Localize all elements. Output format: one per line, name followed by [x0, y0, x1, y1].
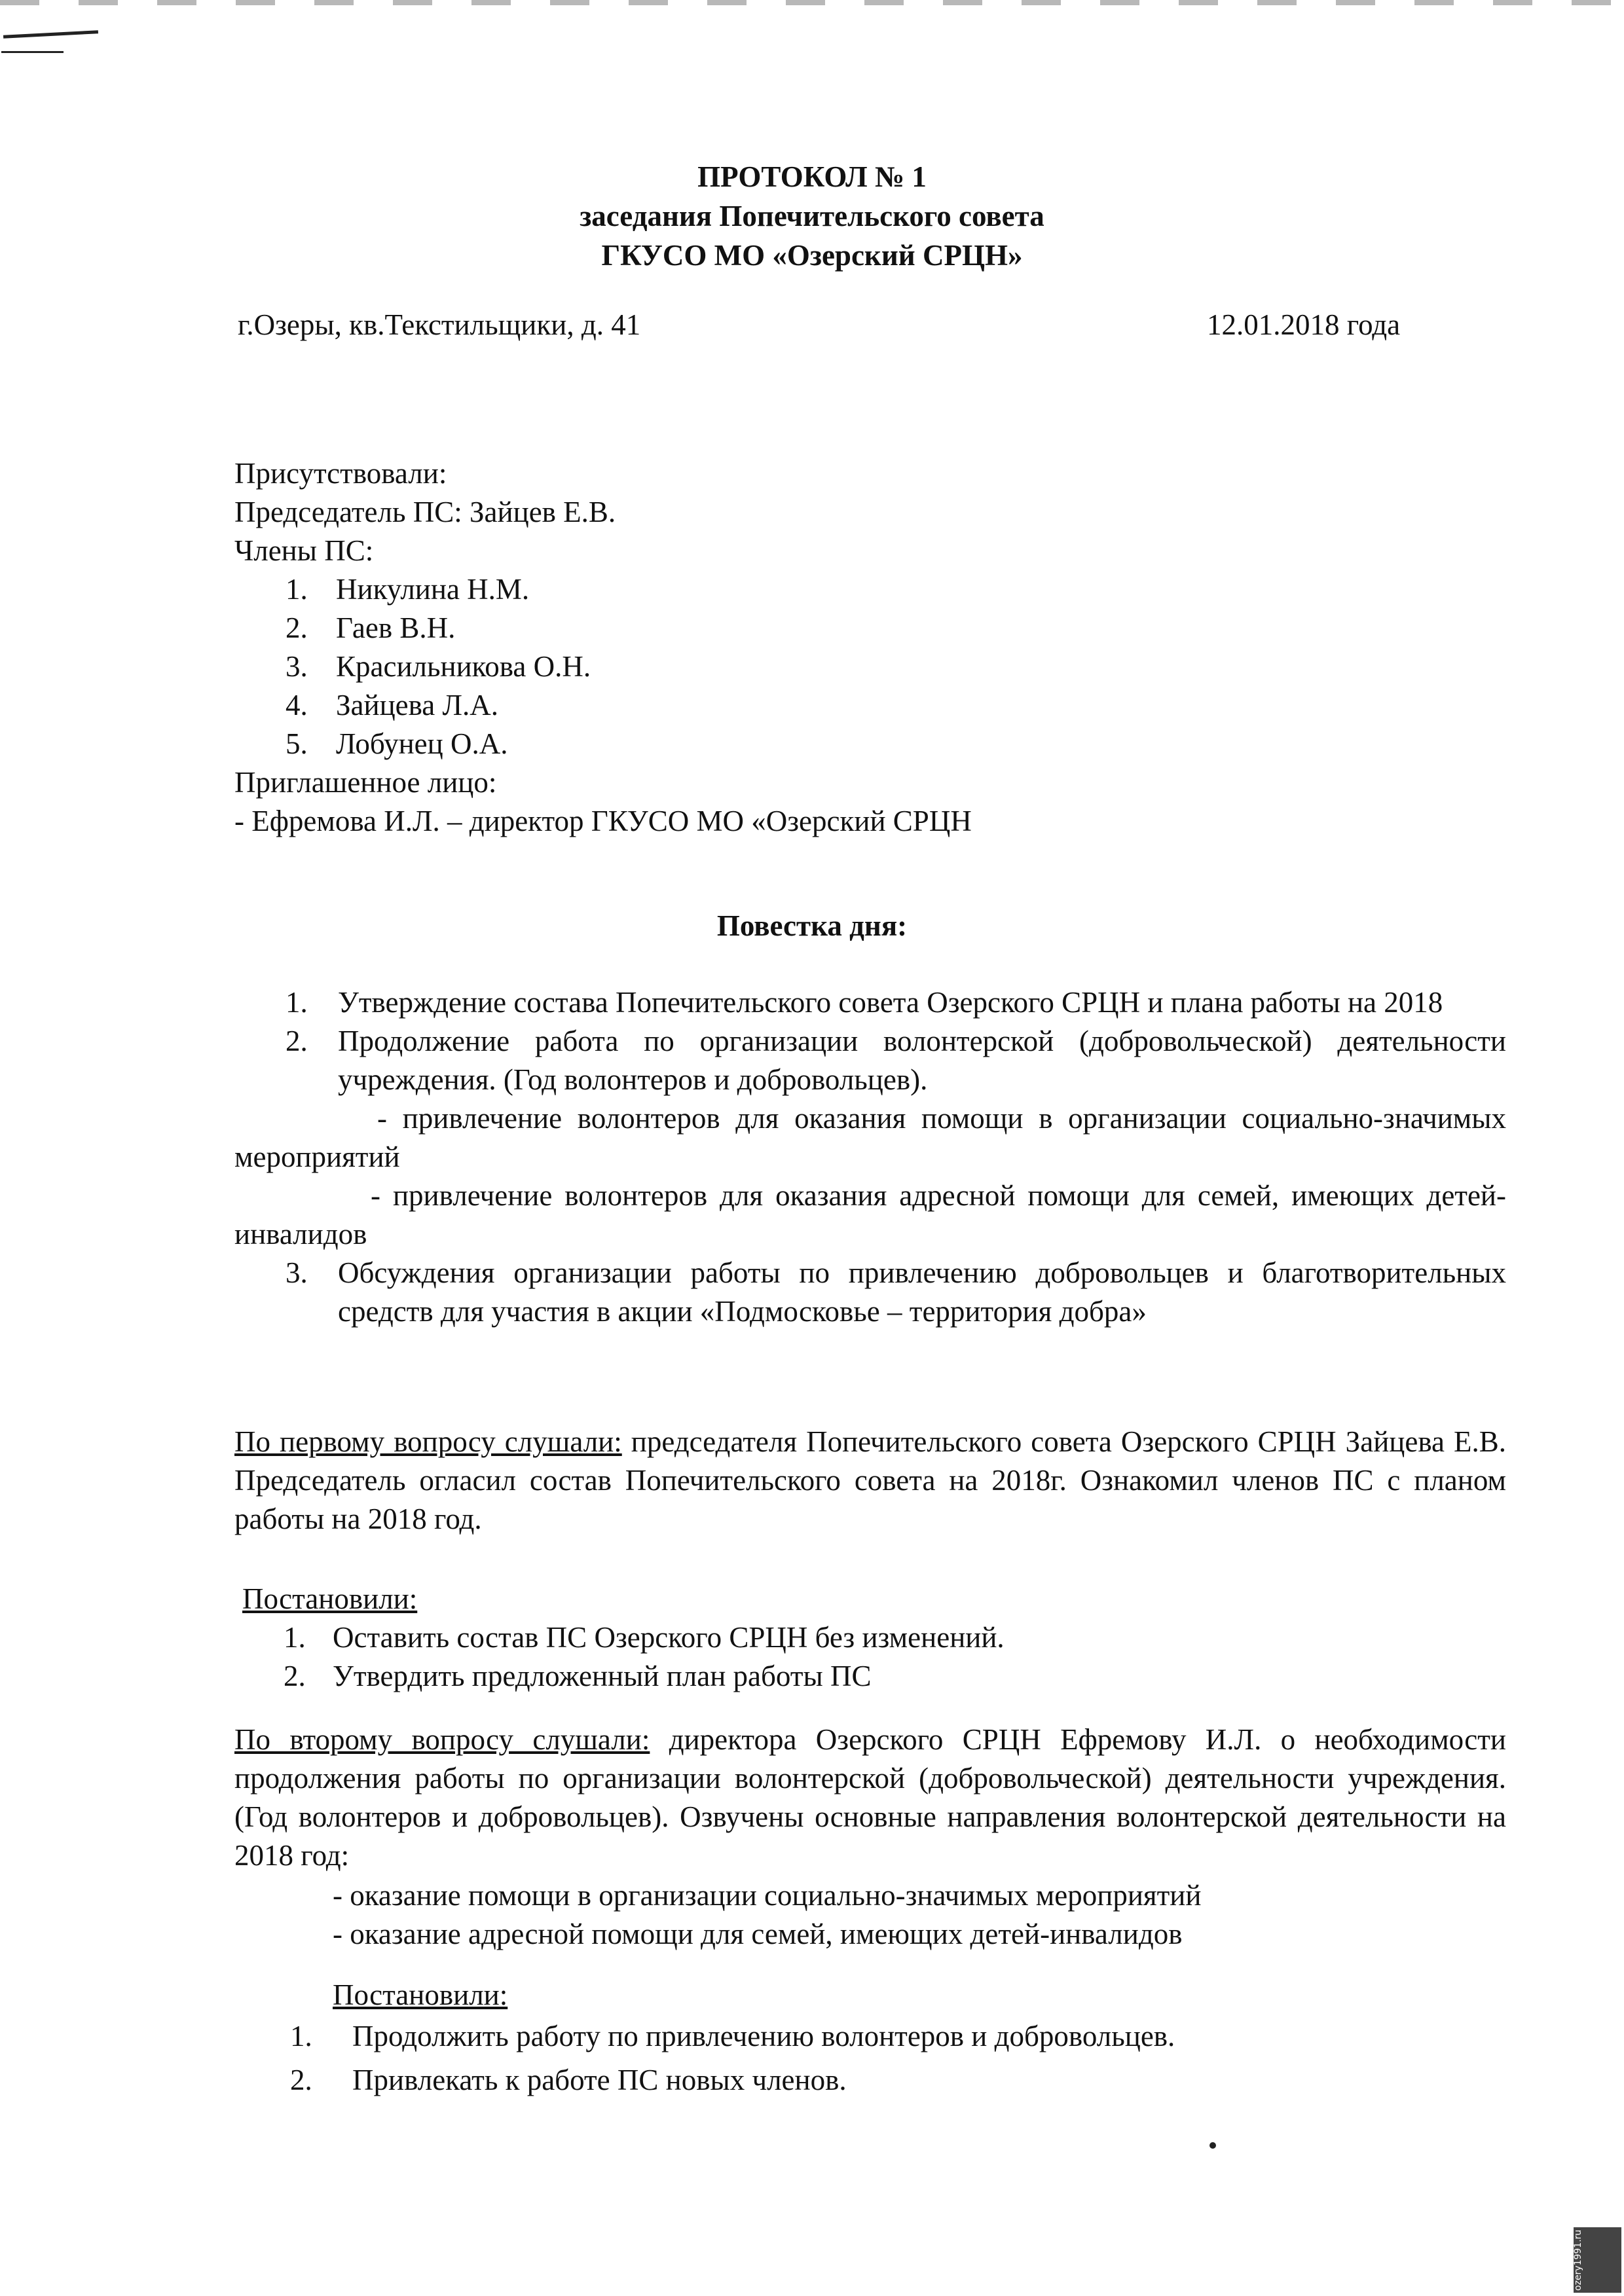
document-title: ПРОТОКОЛ № 1 [697, 160, 927, 193]
document-header [0, 157, 1624, 275]
question-2-heard [234, 1721, 1506, 1875]
question-2-resolution [234, 1976, 1506, 2100]
resolution-item [234, 1657, 1506, 1696]
chair-line: Председатель ПС: Зайцев Е.В. [234, 496, 616, 528]
list-number: 1. [284, 1621, 306, 1654]
list-number: 2. [286, 611, 308, 644]
question-1-label: По первому вопросу слушали: [234, 1425, 622, 1458]
agenda-item-text: Обсуждения организации работы по привлечению добровольцев и благотворительных средств для участия в акции «Подмосковье – территория добра» [338, 1256, 1506, 1328]
agenda-section [234, 983, 1506, 1331]
resolution-item [234, 2061, 1506, 2100]
direction-item: - оказание адресной помощи для семей, имеющих детей-инвалидов [333, 1918, 1183, 1950]
meeting-date: 12.01.2018 года [1207, 308, 1401, 341]
agenda-item [234, 983, 1506, 1022]
list-number: 2. [284, 1660, 306, 1692]
list-item [234, 725, 1506, 763]
scan-dot [1209, 2142, 1216, 2149]
site-watermark: ozery1991.ru [1574, 2227, 1621, 2293]
list-number: 3. [286, 1256, 308, 1289]
organization-name: ГКУСО МО «Озерский СРЦН» [601, 239, 1023, 272]
resolution-label: Постановили: [333, 1978, 508, 2011]
list-item [234, 570, 1506, 609]
agenda-subitem: - привлечение волонтеров для оказания помощи в организации социально-значимых мероприятий [234, 1102, 1506, 1173]
resolution-label: Постановили: [242, 1582, 418, 1615]
attendance-label: Присутствовали: [234, 457, 447, 490]
resolution-text: Утвердить предложенный план работы ПС [333, 1660, 872, 1692]
attendance-section [234, 454, 1506, 841]
resolution-text: Привлекать к работе ПС новых членов. [352, 2064, 847, 2096]
resolution-item [234, 2017, 1506, 2056]
question-1-heard [234, 1423, 1506, 1539]
member-name: Лобунец О.А. [336, 727, 508, 760]
agenda-item-text: Продолжение работа по организации волонтерской (добровольческой) деятельности учреждения. (Год волонтеров и добровольцев). [338, 1025, 1506, 1096]
document-subtitle: заседания Попечительского совета [580, 200, 1044, 232]
member-name: Зайцева Л.А. [336, 689, 499, 721]
list-item [234, 647, 1506, 686]
list-number: 5. [286, 727, 308, 760]
resolution-text: Продолжить работу по привлечению волонтеров и добровольцев. [352, 2020, 1175, 2052]
members-label: Члены ПС: [234, 534, 374, 567]
list-item [234, 609, 1506, 647]
list-number: 4. [286, 689, 308, 721]
list-number: 3. [286, 650, 308, 683]
question-2-text: директора Озерского СРЦН Ефремову И.Л. о необходимости продолжения работы по организации волонтерской (добровольческой) деятельности учреждения. (Год волонтеров и добровольцев). Озвучены основные направления волонтерской деятельности на 2018 год: [234, 1723, 1507, 1872]
invited-label: Приглашенное лицо: [234, 766, 497, 799]
member-name: Никулина Н.М. [336, 573, 530, 606]
member-name: Гаев В.Н. [336, 611, 456, 644]
agenda-title: Повестка дня: [716, 909, 908, 942]
agenda-item-text: Утверждение состава Попечительского совета Озерского СРЦН и плана работы на 2018 [338, 986, 1443, 1019]
meeting-place: г.Озеры, кв.Текстильщики, д. 41 [238, 308, 641, 341]
question-1-text: председателя Попечительского совета Озерского СРЦН Зайцева Е.В. Председатель огласил состав Попечительского совета на 2018г. Ознакомил членов ПС с планом работы на 2018 год. [234, 1425, 1507, 1535]
list-number: 1. [290, 2020, 312, 2052]
agenda-item [234, 1254, 1506, 1331]
member-name: Красильникова О.Н. [336, 650, 591, 683]
direction-item: - оказание помощи в организации социально-значимых мероприятий [333, 1879, 1202, 1912]
resolution-item [234, 1618, 1506, 1657]
scan-mark [1, 51, 64, 53]
agenda-item [234, 1022, 1506, 1099]
scan-edge-artifact [0, 0, 1624, 5]
list-item [234, 686, 1506, 725]
resolution-text: Оставить состав ПС Озерского СРЦН без изменений. [333, 1621, 1005, 1654]
question-1-resolution [234, 1580, 1506, 1696]
scan-mark [3, 30, 98, 39]
list-number: 2. [286, 1025, 308, 1057]
list-number: 1. [286, 986, 308, 1019]
invited-person: - Ефремова И.Л. – директор ГКУСО МО «Озерский СРЦН [234, 805, 972, 837]
agenda-subitem: - привлечение волонтеров для оказания адресной помощи для семей, имеющих детей-инвалидов [234, 1179, 1506, 1250]
list-number: 1. [286, 573, 308, 606]
members-list [234, 570, 1506, 763]
question-2-directions [234, 1876, 1506, 1954]
question-2-label: По второму вопросу слушали: [234, 1723, 650, 1756]
list-number: 2. [290, 2064, 312, 2096]
